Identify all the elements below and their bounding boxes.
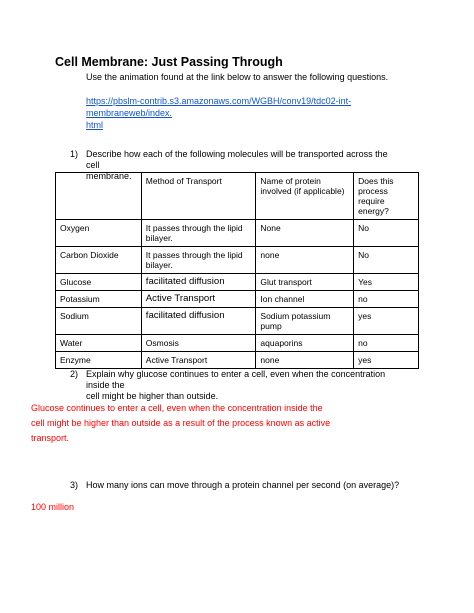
intro-text: Use the animation found at the link below to answer the following questions. xyxy=(86,72,389,82)
cell-protein: aquaporins xyxy=(256,335,354,352)
question-3-number: 3) xyxy=(70,480,79,490)
answer-3: 100 million xyxy=(31,502,75,512)
question-2-number: 2) xyxy=(70,369,79,379)
header-cell-protein: Name of protein involved (if applicable) xyxy=(256,173,354,220)
cell-energy: yes xyxy=(354,352,419,369)
cell-protein: None xyxy=(256,220,354,247)
cell-energy: No xyxy=(354,247,419,274)
link-line-2[interactable]: html xyxy=(86,120,104,130)
table-row xyxy=(56,335,419,352)
document-title: Cell Membrane: Just Passing Through xyxy=(55,55,283,69)
cell-molecule: Carbon Dioxide xyxy=(56,247,142,274)
cell-protein: Glut transport xyxy=(256,274,354,291)
cell-molecule: Oxygen xyxy=(56,220,142,247)
cell-method: Active Transport xyxy=(141,291,256,308)
header-cell-method: Method of Transport xyxy=(141,173,256,220)
cell-energy: no xyxy=(354,335,419,352)
question-1-number: 1) xyxy=(70,149,79,159)
cell-method: It passes through the lipid bilayer. xyxy=(141,247,256,274)
table-row xyxy=(56,220,419,247)
cell-molecule: Potassium xyxy=(56,291,142,308)
question-1-line-2: membrane. xyxy=(86,171,132,181)
question-3-text: How many ions can move through a protein channel per second (on average)? xyxy=(86,480,400,490)
cell-energy: No xyxy=(354,220,419,247)
answer-2-line-2: cell might be higher than outside as a result of the process known as active xyxy=(31,418,331,428)
cell-energy: no xyxy=(354,291,419,308)
table-row xyxy=(56,308,419,335)
question-2-line-1: Explain why glucose continues to enter a cell, even when the concentration inside the xyxy=(86,369,386,390)
cell-protein: Ion channel xyxy=(256,291,354,308)
cell-molecule: Enzyme xyxy=(56,352,142,369)
cell-protein: none xyxy=(256,247,354,274)
cell-method: Osmosis xyxy=(141,335,256,352)
animation-link[interactable] xyxy=(86,95,426,131)
table-row xyxy=(56,352,419,369)
cell-method: It passes through the lipid bilayer. xyxy=(141,220,256,247)
cell-method: facilitated diffusion xyxy=(141,274,256,291)
cell-protein: none xyxy=(256,352,354,369)
table-row xyxy=(56,247,419,274)
question-1-line-1: Describe how each of the following molecules will be transported across the cell xyxy=(86,149,388,170)
link-line-1[interactable]: https://pbslm-contrib.s3.amazonaws.com/WGBH/conv19/tdc02-int-membraneweb/index. xyxy=(86,96,352,118)
header-cell-molecule xyxy=(56,173,142,220)
answer-2-line-1: Glucose continues to enter a cell, even when the concentration inside the xyxy=(31,403,323,413)
cell-molecule: Sodium xyxy=(56,308,142,335)
transport-table xyxy=(55,172,419,369)
table-row xyxy=(56,274,419,291)
cell-energy: yes xyxy=(354,308,419,335)
question-2-line-2: cell might be higher than outside. xyxy=(86,391,219,401)
table-header-row xyxy=(56,173,419,220)
answer-2-line-3: transport. xyxy=(31,433,70,443)
table-row xyxy=(56,291,419,308)
cell-molecule: Water xyxy=(56,335,142,352)
header-cell-energy: Does this process require energy? xyxy=(354,173,419,220)
cell-protein: Sodium potassium pump xyxy=(256,308,354,335)
cell-energy: Yes xyxy=(354,274,419,291)
cell-method: Active Transport xyxy=(141,352,256,369)
question-2-text xyxy=(86,369,390,402)
cell-molecule: Glucose xyxy=(56,274,142,291)
answer-2 xyxy=(31,401,381,446)
cell-method: facilitated diffusion xyxy=(141,308,256,335)
